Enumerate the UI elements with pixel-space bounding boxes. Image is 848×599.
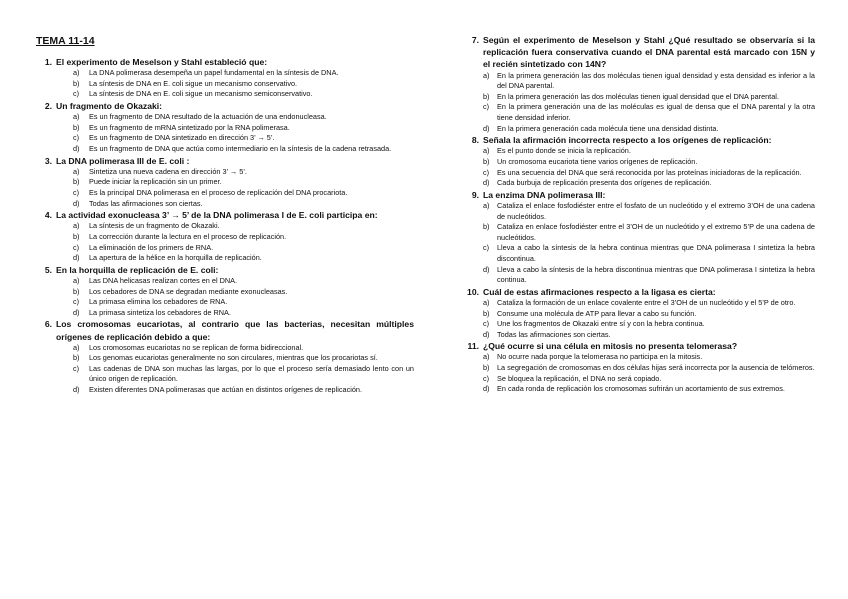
option-text: En la primera generación cada molécula tiene una densidad distinta. [497,123,719,133]
question-text: ¿Qué ocurre si una célula en mitosis no presenta telomerasa? [483,341,738,352]
question-number: 11. [467,341,479,352]
option-letter: d) [483,264,490,274]
option-letter: c) [73,242,80,252]
option-letter: a) [73,342,80,352]
question-item [36,209,414,264]
question-number: 7. [471,35,479,45]
question-text: Según el experimento de Meselson y Stahl ¿Qué resultado se observaría si la replicación fuera conservativa cuando el DNA parental está marcado con 15N y el recién sintetizado con 14N? [483,35,815,70]
option-text: Es el punto donde se inicia la replicación. [497,146,631,156]
answer-option [36,308,414,319]
answer-option [459,124,815,135]
answer-option [459,363,815,374]
option-letter: d) [73,198,80,208]
option-text: Los cebadores de DNA se degradan mediante exonucleasas. [89,286,288,296]
question-text: Un fragmento de Okazaki: [56,100,163,111]
option-text: La apertura de la hélice en la horquilla de replicación. [89,253,262,263]
question-number: 6. [44,319,52,330]
answer-option [459,178,815,189]
answer-option [459,146,815,157]
question-number: 4. [44,210,52,221]
option-text: Consume una molécula de ATP para llevar a cabo su función. [497,308,697,318]
answer-option [459,157,815,168]
option-letter: b) [73,177,80,187]
option-text: No ocurre nada porque la telomerasa no participa en la mitosis. [497,352,703,362]
question-number: 10. [467,286,479,297]
question-item [459,340,815,395]
option-letter: b) [73,286,80,296]
option-text: Los genomas eucariotas generalmente no son circulares, mientras que los procariotas sí. [89,353,378,363]
answer-option [459,330,815,341]
option-text: La síntesis de un fragmento de Okazaki. [89,221,220,231]
option-text: Es un fragmento de DNA sintetizado en dirección 3’ → 5’. [89,133,275,143]
option-text: Puede iniciar la replicación sin un primer. [89,177,222,187]
answer-option [36,343,414,354]
option-text: La DNA polimerasa desempeña un papel fundamental en la síntesis de DNA. [89,68,339,78]
page-title: TEMA 11-14 [36,35,95,47]
option-letter: c) [73,297,80,307]
answer-option [459,92,815,103]
option-text: La síntesis de DNA en E. coli sigue un mecanismo semiconservativo. [89,89,313,99]
question-item [36,56,414,100]
option-letter: b) [483,308,490,318]
question-item [459,34,815,134]
answer-option [36,79,414,90]
question-number: 2. [44,100,52,111]
answer-option [36,112,414,123]
answer-option [459,168,815,179]
option-letter: d) [73,143,80,153]
answer-option [36,199,414,210]
option-text: Las cadenas de DNA son muchas las largas, por lo que el proceso sería demasiado lento con un único origen de replicación. [89,363,414,384]
option-text: Lleva a cabo la síntesis de la hebra discontinua mientras que DNA polimerasa I sintetiza la hebra continua. [497,264,815,285]
option-text: Es un fragmento de DNA resultado de la actuación de una endonucleasa. [89,112,327,122]
question-row [459,286,815,298]
answer-option [459,243,815,264]
option-text: Lleva a cabo la síntesis de la hebra continua mientras que DNA polimerasa I sintetiza la hebra discontinua. [497,243,815,263]
option-text: Existen diferentes DNA polimerasas que actúan en distintos orígenes de replicación. [89,385,362,395]
option-letter: a) [73,166,80,176]
answer-option [36,253,414,264]
answer-option [36,287,414,298]
option-text: Un cromosoma eucariota tiene varios orígenes de replicación. [497,156,698,166]
option-letter: a) [73,112,80,122]
option-text: La primasa sintetiza los cebadores de RNA. [89,307,231,317]
option-letter: c) [483,319,490,329]
option-text: Es un fragmento de mRNA sintetizado por la RNA polimerasa. [89,122,290,132]
option-letter: b) [73,78,80,88]
question-row [36,209,414,221]
option-text: Es la principal DNA polimerasa en el proceso de replicación del DNA procariota. [89,187,348,197]
answer-option [36,68,414,79]
answer-option [36,123,414,134]
option-letter: a) [73,221,80,231]
answer-option [36,177,414,188]
answer-option [459,374,815,385]
question-item [36,155,414,210]
option-letter: a) [483,200,490,210]
question-text: El experimento de Meselson y Stahl estableció que: [56,57,268,67]
option-text: Es un fragmento de DNA que actúa como intermediario en la síntesis de la cadena retrasada. [89,143,392,153]
option-text: Las DNA helicasas realizan cortes en el DNA. [89,275,238,285]
option-letter: a) [483,146,490,156]
question-item [459,286,815,341]
answer-option [459,298,815,309]
option-letter: b) [73,353,80,363]
option-text: Los cromosomas eucariotas no se replican de forma bidireccional. [89,342,304,352]
option-text: Se bloquea la replicación, el DNA no será copiado. [497,373,662,383]
answer-option [36,297,414,308]
option-letter: a) [73,275,80,285]
answer-option [459,352,815,363]
answer-option [36,232,414,243]
answer-option [36,353,414,364]
question-number: 5. [44,264,52,275]
question-row [459,189,815,201]
question-row [36,264,414,276]
question-item [459,189,815,286]
question-text: En la horquilla de replicación de E. coli: [56,264,219,275]
answer-option [459,71,815,92]
left-question-list [36,56,414,396]
question-row [36,56,414,68]
option-text: En la primera generación una de las moléculas es igual de densa que el DNA parental y la otra tiene densidad inferior. [497,102,815,122]
option-letter: a) [483,352,490,362]
question-text: Señala la afirmación incorrecta respecto a los orígenes de replicación: [483,135,772,146]
option-letter: a) [483,70,490,80]
option-letter: c) [73,363,80,373]
option-text: Une los fragmentos de Okazaki entre sí y con la hebra continua. [497,319,705,329]
answer-option [459,222,815,243]
answer-option [36,188,414,199]
option-text: Es una secuencia del DNA que será reconocida por las proteínas iniciadoras de la replicación. [497,167,802,177]
question-row [459,34,815,71]
option-letter: d) [73,307,80,317]
left-column [36,34,414,396]
option-letter: b) [483,222,490,232]
question-item [36,264,414,319]
option-text: Cataliza en enlace fosfodiéster entre el 3’OH de un nucleótido y el extremo 5’P de una cadena de nucleótidos. [497,222,815,242]
option-letter: b) [483,91,490,101]
question-item [36,318,414,395]
question-text: La actividad exonucleasa 3’ → 5’ de la DNA polimerasa I de E. coli participa en: [56,210,378,221]
option-letter: d) [483,329,490,339]
question-item [459,134,815,189]
option-text: En la primera generación las dos moléculas tienen igual densidad y esta densidad es inferior a la del DNA parental. [497,70,815,91]
answer-option [36,133,414,144]
question-text: Los cromosomas eucariotas, al contrario que las bacterias, necesitan múltiples orígenes de replicación debido a que: [56,319,414,342]
option-letter: d) [483,123,490,133]
option-text: La eliminación de los primers de RNA. [89,242,214,252]
option-letter: c) [483,373,490,383]
answer-option [36,221,414,232]
option-letter: c) [73,133,80,143]
option-letter: b) [73,231,80,241]
answer-option [36,167,414,178]
right-question-list [459,34,815,395]
answer-option [459,102,815,123]
answer-option [459,201,815,222]
answer-option [459,384,815,395]
option-letter: d) [73,253,80,263]
question-row [459,134,815,146]
answer-option [36,243,414,254]
option-text: La síntesis de DNA en E. coli sigue un mecanismo conservativo. [89,78,298,88]
option-text: Todas las afirmaciones son ciertas. [89,198,203,208]
option-letter: b) [483,363,490,373]
question-item [36,100,414,155]
question-number: 1. [44,57,52,67]
option-letter: c) [483,102,490,112]
option-text: La primasa elimina los cebadores de RNA. [89,297,228,307]
question-row [36,318,414,342]
option-text: Todas las afirmaciones son ciertas. [497,329,611,339]
option-text: Cataliza el enlace fosfodiéster entre el fosfato de un nucleótido y el extremo 3’OH de una cadena de nucleótidos. [497,200,815,221]
option-text: Cataliza la formación de un enlace covalente entre el 3’OH de un nucleótido y el 5’P de otro. [497,297,796,307]
answer-option [459,319,815,330]
question-number: 9. [471,189,479,200]
question-text: La enzima DNA polimerasa III: [483,189,606,200]
answer-option [36,276,414,287]
question-text: La DNA polimerasa III de E. coli : [56,155,190,166]
question-row [36,100,414,112]
answer-option [36,89,414,100]
option-letter: a) [483,297,490,307]
question-row [36,155,414,167]
option-letter: a) [73,68,80,78]
option-text: Sintetiza una nueva cadena en dirección 3’ → 5’. [89,166,247,176]
option-letter: b) [73,122,80,132]
option-letter: c) [73,187,80,197]
answer-option [36,144,414,155]
option-text: La corrección durante la lectura en el proceso de replicación. [89,231,287,241]
answer-option [459,265,815,286]
option-letter: d) [483,384,490,394]
option-text: En cada ronda de replicación los cromosomas sufrirán un acortamiento de sus extremos. [497,384,785,394]
option-letter: c) [483,243,490,253]
answer-option [36,385,414,396]
answer-option [459,309,815,320]
option-letter: c) [73,89,80,99]
question-text: Cuál de estas afirmaciones respecto a la ligasa es cierta: [483,286,716,297]
option-text: Cada burbuja de replicación presenta dos orígenes de replicación. [497,178,712,188]
option-letter: c) [483,167,490,177]
question-number: 3. [44,155,52,166]
answer-option [36,364,414,385]
option-text: La segregación de cromosomas en dos células hijas será incorrecta por la ausencia de telómeros. [497,363,815,373]
right-column [459,34,815,395]
question-row [459,340,815,352]
option-letter: d) [483,178,490,188]
option-letter: d) [73,385,80,395]
option-text: En la primera generación las dos moléculas tienen igual densidad que el DNA parental. [497,91,779,101]
option-letter: b) [483,156,490,166]
question-number: 8. [471,135,479,146]
